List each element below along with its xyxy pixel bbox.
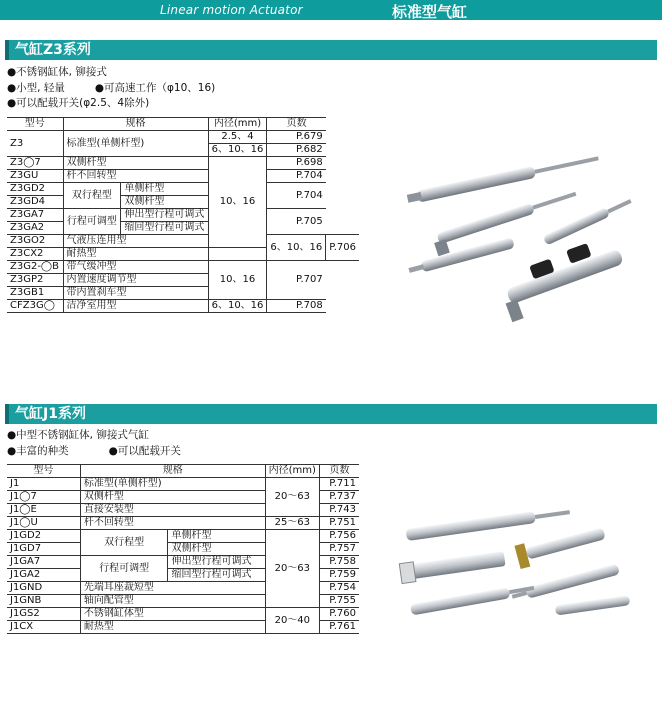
cell-model: J1GND (7, 582, 80, 595)
cylinder-j1 (406, 506, 571, 541)
table-row (7, 530, 359, 543)
feature-line: ●不锈钢缸体, 铆接式 (7, 66, 107, 78)
feature-line: ●小型, 轻量 ●可高速工作（φ10、16) (7, 81, 216, 94)
banner-strip (0, 0, 662, 20)
cell-spec: 气液压连用型 (63, 235, 208, 248)
cell-page: P.682 (267, 144, 326, 157)
cell-spec: 耐热型 (63, 248, 208, 261)
cell-sub: 双侧杆型 (121, 196, 208, 209)
table-header-row (7, 465, 359, 478)
cylinder-4 (408, 237, 515, 276)
header-bore: 内径(mm) (265, 465, 319, 478)
cell-page: P.756 (319, 530, 359, 543)
cell-page: P.760 (319, 608, 359, 621)
cell-model: Z3GA2 (7, 222, 63, 235)
cell-model: Z3GU (7, 170, 63, 183)
cylinder-j4 (511, 564, 620, 603)
cell-bore: 6、10、16 (208, 300, 267, 313)
table-row (7, 478, 359, 491)
cell-bore: 20～63 (265, 530, 319, 608)
top-banner (0, 0, 662, 28)
cell-page: P.708 (267, 300, 326, 313)
header-spec: 规格 (80, 465, 265, 478)
cell-page: P.679 (267, 131, 326, 144)
z3-spec-table (7, 117, 359, 313)
cell-page: P.751 (319, 517, 359, 530)
cell-bore: 10、16 (208, 157, 267, 248)
cell-model: Z3GO2 (7, 235, 63, 248)
header-spec: 规格 (63, 118, 208, 131)
section-z3-header (5, 40, 657, 60)
cell-page: P.757 (319, 543, 359, 556)
cell-spec: 双侧杆型 (63, 157, 208, 170)
table-row (7, 209, 359, 222)
cell-bore: 6、10、16 (267, 235, 326, 261)
cell-model: Z3GD4 (7, 196, 63, 209)
cell-model: J1◯E (7, 504, 80, 517)
cell-sub: 伸出型行程可调式 (121, 209, 208, 222)
cell-model: J1GA2 (7, 569, 80, 582)
cell-page: P.755 (319, 595, 359, 608)
cell-sub: 缩回型行程可调式 (168, 569, 265, 582)
section-j1-title: 气缸J1系列 (15, 406, 86, 422)
cylinder-5 (496, 233, 630, 322)
cylinder-j3 (399, 549, 506, 583)
cell-page: P.761 (319, 621, 359, 634)
cell-page: P.704 (267, 170, 326, 183)
table-row (7, 517, 359, 530)
section-z3-features (7, 65, 215, 112)
header-page: 页数 (319, 465, 359, 478)
cell-bore: 6、10、16 (208, 144, 267, 157)
cell-page: P.698 (267, 157, 326, 170)
z3-cylinders-photo (395, 115, 645, 335)
cell-model: Z3GD2 (7, 183, 63, 196)
cell-bore: 20～40 (265, 608, 319, 634)
cell-sub: 单侧杆型 (121, 183, 208, 196)
cell-model: Z3 (7, 131, 63, 157)
feature-line: ●可以配载开关(φ2.5、4除外) (7, 97, 150, 109)
cell-spec: 标准型(单侧杆型) (80, 478, 265, 491)
cell-model: J1GS2 (7, 608, 80, 621)
cell-spec: 杆不回转型 (80, 517, 265, 530)
cell-page: P.711 (319, 478, 359, 491)
table-row (7, 183, 359, 196)
j1-spec-table (7, 464, 359, 634)
cell-model: Z3CX2 (7, 248, 63, 261)
section-j1-header (5, 404, 657, 424)
cell-model: J1 (7, 478, 80, 491)
section-j1-features (7, 428, 181, 459)
cell-group: 双行程型 (63, 183, 121, 209)
table-row (7, 131, 359, 144)
cell-model: Z3◯7 (7, 157, 63, 170)
table-row (7, 300, 359, 313)
cylinder-j5 (410, 583, 535, 616)
header-model: 型号 (7, 465, 80, 478)
cell-group: 行程可调型 (63, 209, 121, 235)
cell-sub: 伸出型行程可调式 (168, 556, 265, 569)
cell-page: P.759 (319, 569, 359, 582)
cell-page: P.706 (326, 235, 359, 261)
cell-model: Z3GB1 (7, 287, 63, 300)
cell-page: P.754 (319, 582, 359, 595)
cell-model: Z3GP2 (7, 274, 63, 287)
cell-page: P.705 (267, 209, 326, 235)
table-row (7, 157, 359, 170)
cell-model: J1CX (7, 621, 80, 634)
feature-line: ●丰富的种类 ●可以配载开关 (7, 444, 181, 457)
cell-spec: 洁净室用型 (63, 300, 208, 313)
cell-sub: 单侧杆型 (168, 530, 265, 543)
cell-model: J1GD2 (7, 530, 80, 543)
cell-bore: 10、16 (208, 261, 267, 300)
cylinder-3 (543, 196, 633, 245)
header-page: 页数 (267, 118, 326, 131)
cell-page: P.704 (267, 183, 326, 209)
cell-group: 行程可调型 (80, 556, 168, 582)
cell-spec: 轴向配管型 (80, 595, 265, 608)
cell-model: J1GD7 (7, 543, 80, 556)
feature-line: ●中型不锈钢缸体, 铆接式气缸 (7, 429, 149, 441)
header-model: 型号 (7, 118, 63, 131)
header-bore: 内径(mm) (208, 118, 267, 131)
cell-spec: 先端耳座裁短型 (80, 582, 265, 595)
cell-sub: 双侧杆型 (168, 543, 265, 556)
cell-model: Z3G2-◯B (7, 261, 63, 274)
cell-bore: 20～63 (265, 478, 319, 517)
banner-title-cn: 标准型气缸 (392, 3, 468, 21)
cell-model: CFZ3G◯ (7, 300, 63, 313)
table-row (7, 170, 359, 183)
cell-sub: 缩回型行程可调式 (121, 222, 208, 235)
cell-spec: 直接安装型 (80, 504, 265, 517)
cell-spec: 不锈钢缸体型 (80, 608, 265, 621)
cell-group: 双行程型 (80, 530, 168, 556)
table-row (7, 261, 359, 274)
cell-model: J1GA7 (7, 556, 80, 569)
table-header-row (7, 118, 359, 131)
cell-model: J1◯7 (7, 491, 80, 504)
cell-spec: 带内置刹车型 (63, 287, 208, 300)
section-z3-title: 气缸Z3系列 (15, 42, 91, 58)
cell-page: P.737 (319, 491, 359, 504)
cell-model: Z3GA7 (7, 209, 63, 222)
cell-page: P.758 (319, 556, 359, 569)
cell-spec: 耐热型 (80, 621, 265, 634)
cylinder-j2 (514, 523, 607, 569)
cell-spec: 标准型(单侧杆型) (63, 131, 208, 157)
cell-spec: 内置速度调节型 (63, 274, 208, 287)
cell-spec: 带气缓冲型 (63, 261, 208, 274)
table-row (7, 235, 359, 248)
cell-page: P.743 (319, 504, 359, 517)
cell-page: P.707 (267, 261, 326, 300)
cell-bore: 2.5、4 (208, 131, 267, 144)
cell-spec: 杆不回转型 (63, 170, 208, 183)
j1-cylinders-photo (395, 490, 645, 630)
cell-bore: 25～63 (265, 517, 319, 530)
cell-model: J1GNB (7, 595, 80, 608)
cylinder-j6 (555, 595, 631, 615)
cell-spec: 双侧杆型 (80, 491, 265, 504)
cell-model: J1◯U (7, 517, 80, 530)
banner-title-en: Linear motion Actuator (160, 3, 303, 17)
table-row (7, 608, 359, 621)
